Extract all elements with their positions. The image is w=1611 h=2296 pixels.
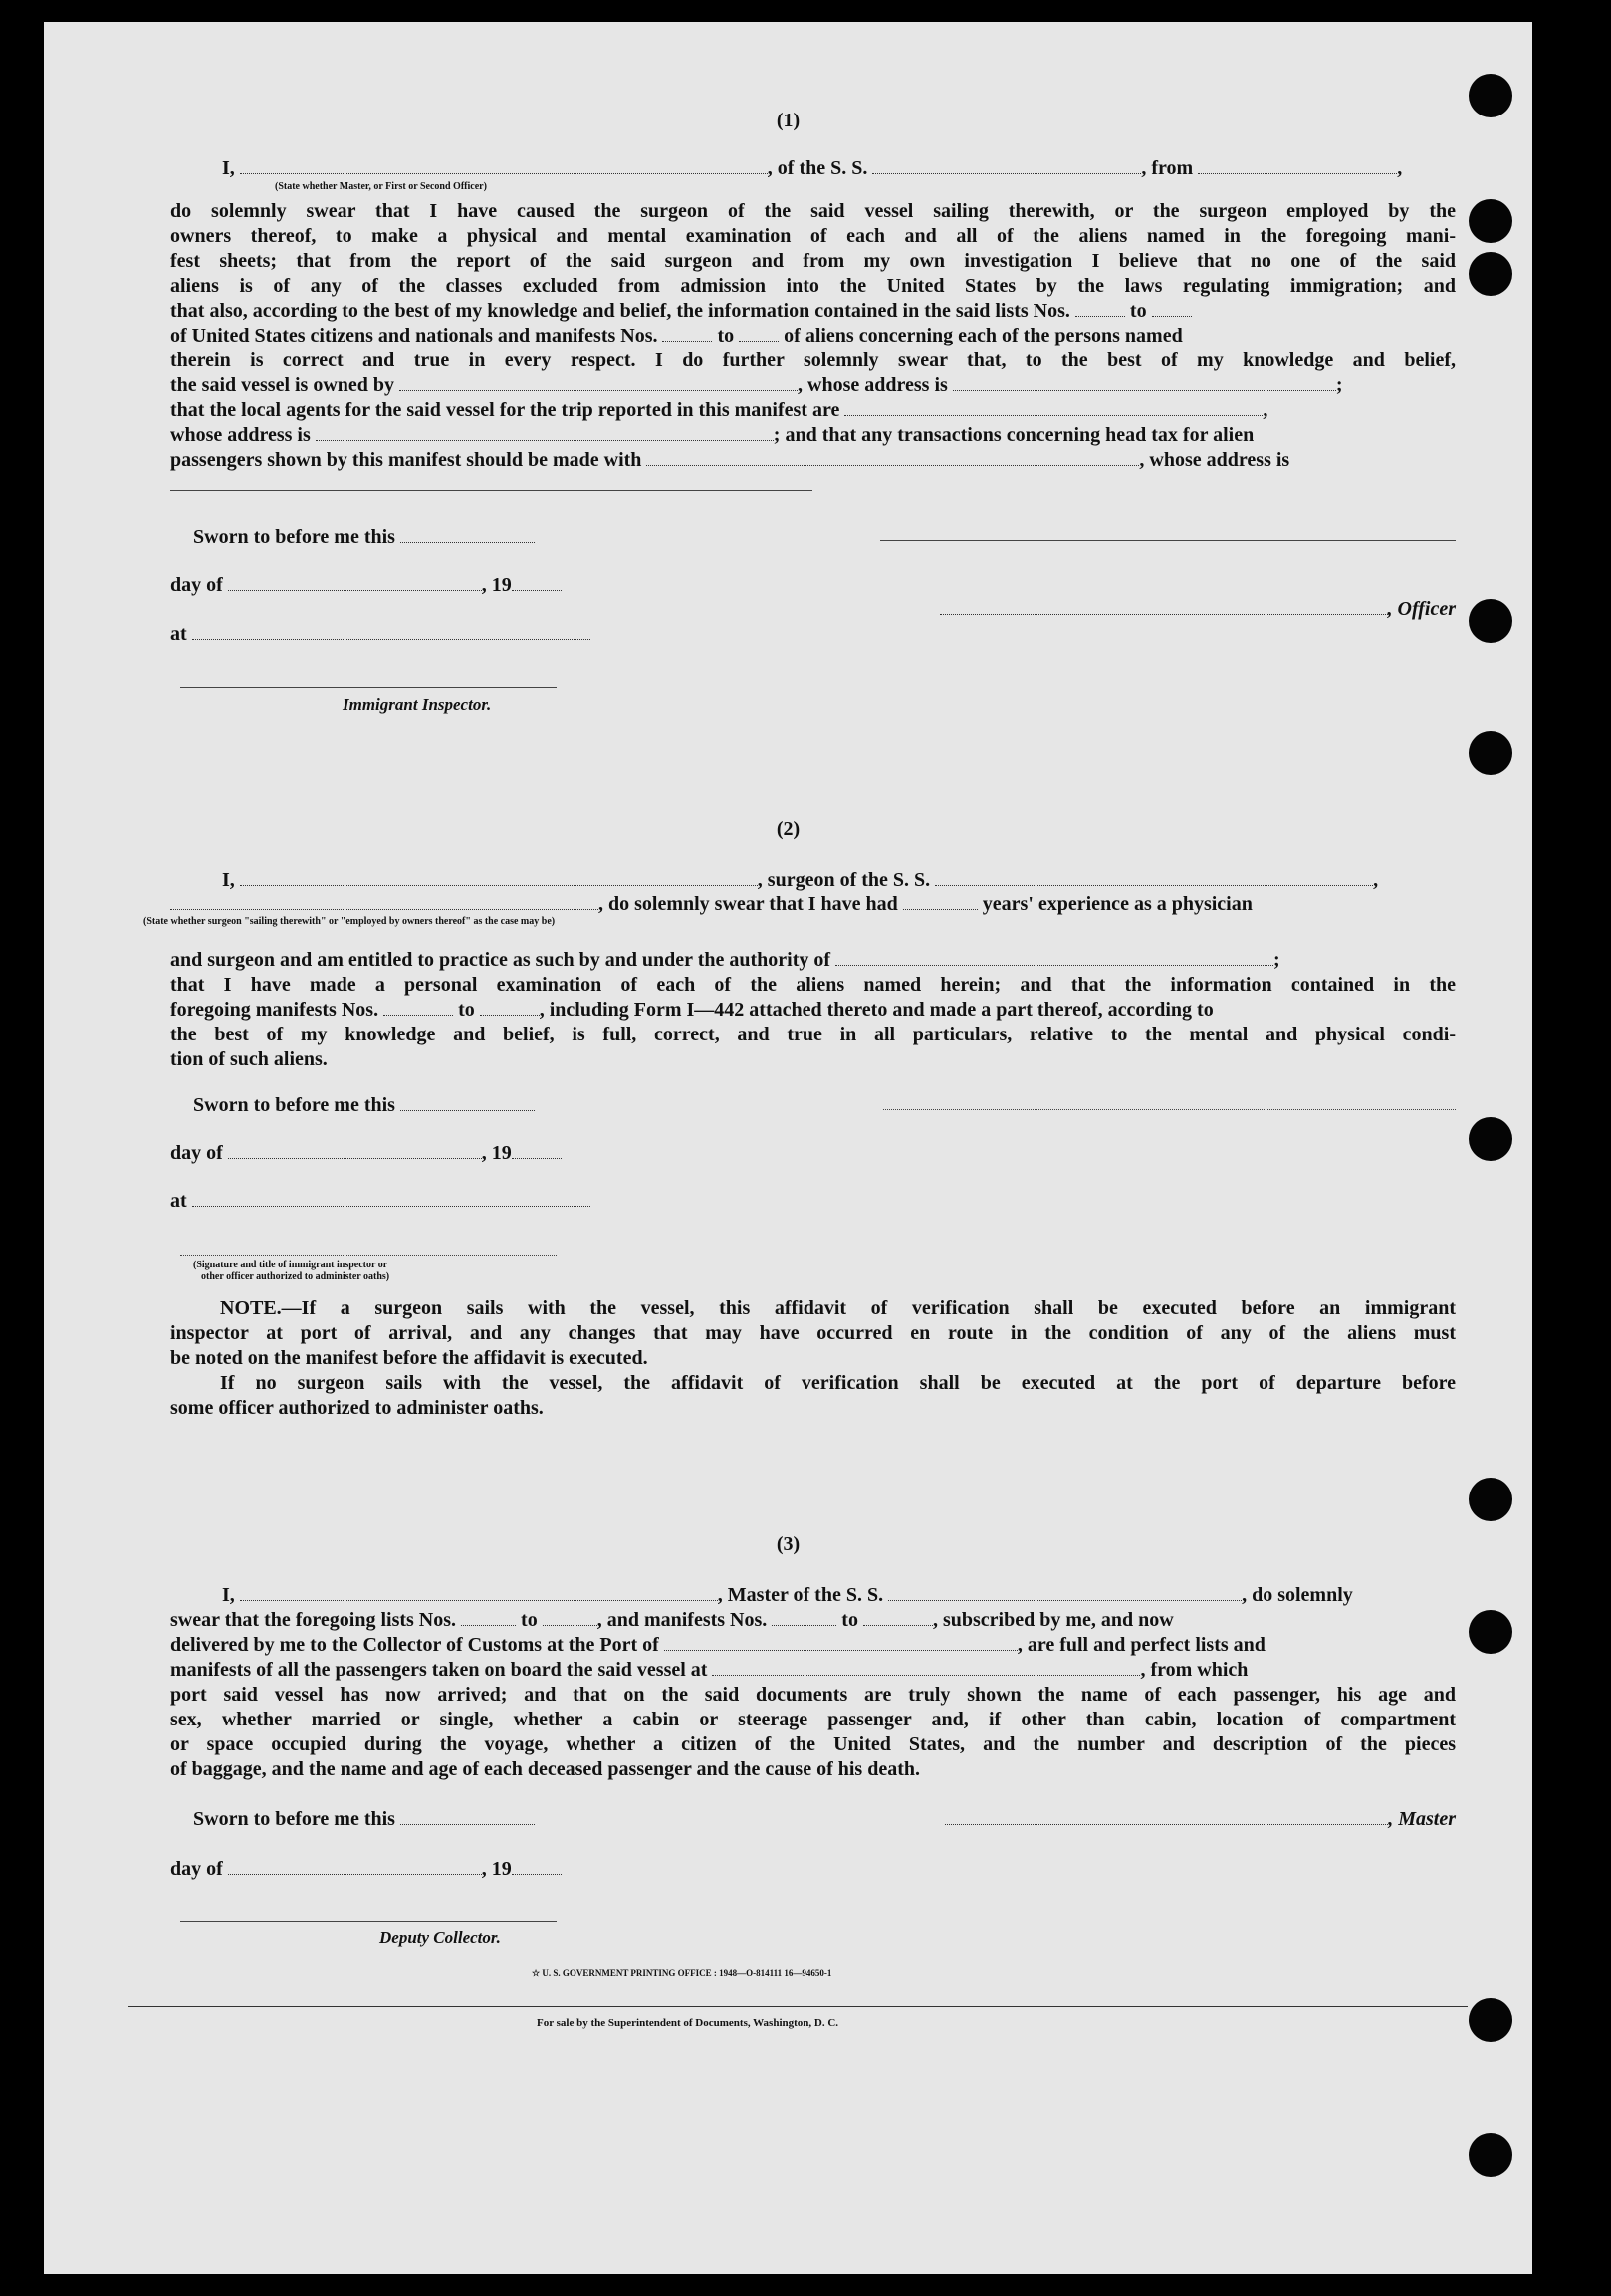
section-3-text-line: of baggage, and the name and age of each deceased passenger and the cause of his death. bbox=[170, 1758, 920, 1780]
section-2-signature-line bbox=[883, 1109, 1456, 1110]
section-2-note: NOTE.—If a surgeon sails with the vessel, this affidavit of verification shall be executed before an immigrant bbox=[220, 1297, 1456, 1319]
section-1-signature-line bbox=[880, 540, 1456, 541]
section-1-owned-line: the said vessel is owned by , whose address is ; bbox=[170, 374, 1343, 396]
section-3-number: (3) bbox=[776, 1533, 801, 1555]
section-1-number: (1) bbox=[776, 110, 801, 131]
section-3-line-1: I, , Master of the S. S. , do solemnly bbox=[222, 1584, 1353, 1606]
punch-hole bbox=[1469, 1117, 1512, 1161]
section-2-line-3: and surgeon and am entitled to practice as such by and under the authority of ; bbox=[170, 949, 1280, 971]
punch-hole bbox=[1469, 1998, 1512, 2042]
section-2-caption: other officer authorized to administer oaths) bbox=[201, 1271, 390, 1282]
section-1-inspector-line bbox=[180, 687, 557, 688]
section-1-text-line: therein is correct and true in every respect. I do further solemnly swear that, to the best of my knowledge and belief, bbox=[170, 349, 1456, 371]
section-3-collector: Deputy Collector. bbox=[379, 1928, 501, 1947]
section-2-at: at bbox=[170, 1189, 1456, 1214]
section-2-line-5: foregoing manifests Nos. to , including Form I—442 attached thereto and made a part thereof, according to bbox=[170, 999, 1214, 1021]
section-2-day: day of , 19 bbox=[170, 1141, 1456, 1166]
section-2-note: inspector at port of arrival, and any changes that may have occurred en route in the condition of any of the aliens must bbox=[170, 1322, 1456, 1344]
section-2-note: be noted on the manifest before the affidavit is executed. bbox=[170, 1347, 648, 1369]
section-3-line-2: swear that the foregoing lists Nos. to , and manifests Nos. to , subscribed by me, and now bbox=[170, 1609, 1174, 1631]
section-3-text-line: sex, whether married or single, whether a cabin or steerage passenger and, if other than cabin, location of compartment bbox=[170, 1709, 1456, 1730]
section-3-collector-line bbox=[180, 1921, 557, 1922]
section-2-caption: (Signature and title of immigrant inspector or bbox=[193, 1260, 388, 1270]
section-1-at: at bbox=[170, 622, 1456, 647]
section-1-line-1: I, , of the S. S. , from , bbox=[222, 157, 1403, 179]
section-2-text-line: that I have made a personal examination of each of the aliens named herein; and that the information contained in the bbox=[170, 974, 1456, 996]
section-1-lists-line: that also, according to the best of my knowledge and belief, the information contained in the said lists Nos. to bbox=[170, 299, 1456, 324]
section-2-text-line: tion of such aliens. bbox=[170, 1048, 328, 1070]
section-2-line-1: I, , surgeon of the S. S. , bbox=[222, 869, 1379, 891]
punch-hole bbox=[1469, 1610, 1512, 1654]
section-2-number: (2) bbox=[776, 818, 801, 840]
section-3-text-line: or space occupied during the voyage, whether a citizen of the United States, and the number and description of the pieces bbox=[170, 1733, 1456, 1755]
section-2-line-2: , do solemnly swear that I have had years' experience as a physician bbox=[170, 892, 1456, 917]
section-3-master: , Master bbox=[883, 1807, 1456, 1832]
punch-hole bbox=[1469, 2133, 1512, 2177]
punch-hole bbox=[1469, 1478, 1512, 1521]
punch-hole bbox=[1469, 252, 1512, 296]
section-3-line-4: manifests of all the passengers taken on board the said vessel at , from which bbox=[170, 1659, 1249, 1681]
section-1-address-line bbox=[170, 490, 812, 491]
section-2-hint: (State whether surgeon "sailing therewith" or "employed by owners thereof" as the case may be) bbox=[143, 916, 556, 927]
section-1-sworn: Sworn to before me this bbox=[170, 525, 1456, 550]
section-1-manifests-line: of United States citizens and nationals and manifests Nos. to of aliens concerning each of the persons named bbox=[170, 325, 1183, 346]
printing-office-imprint: ☆ U. S. GOVERNMENT PRINTING OFFICE : 1948—O-814111 16—94650-1 bbox=[532, 1968, 832, 1978]
section-1-inspector: Immigrant Inspector. bbox=[343, 695, 492, 714]
punch-hole bbox=[1469, 599, 1512, 643]
section-1-agents-line: that the local agents for the said vessel for the trip reported in this manifest are , bbox=[170, 399, 1268, 421]
punch-hole bbox=[1469, 731, 1512, 775]
section-2-text-line: the best of my knowledge and belief, is full, correct, and true in all particulars, relative to the mental and physical condi- bbox=[170, 1024, 1456, 1045]
section-2-sworn: Sworn to before me this bbox=[170, 1093, 1456, 1118]
section-1-whose-line: whose address is ; and that any transactions concerning head tax for alien bbox=[170, 424, 1255, 446]
sale-notice: For sale by the Superintendent of Documents, Washington, D. C. bbox=[537, 2017, 839, 2029]
punch-hole bbox=[1469, 199, 1512, 243]
footer-rule bbox=[128, 2006, 1468, 2007]
section-1-hint: (State whether Master, or First or Second Officer) bbox=[275, 181, 487, 192]
section-1-text-line: fest sheets; that from the report of the said surgeon and from my own investigation I believe that no one of the said bbox=[170, 250, 1456, 272]
section-1-text-line: owners thereof, to make a physical and mental examination of each and all of the aliens named in the foregoing mani- bbox=[170, 225, 1456, 247]
section-1-text-line: aliens is of any of the classes excluded from admission into the United States by the laws regulating immigration; and bbox=[170, 275, 1456, 297]
section-1-passengers-line: passengers shown by this manifest should be made with , whose address is bbox=[170, 449, 1290, 471]
section-3-line-3: delivered by me to the Collector of Customs at the Port of , are full and perfect lists and bbox=[170, 1634, 1266, 1656]
section-3-day: day of , 19 bbox=[170, 1857, 1456, 1882]
section-3-sworn: Sworn to before me this bbox=[170, 1807, 1456, 1832]
section-2-note: If no surgeon sails with the vessel, the affidavit of verification shall be executed at the port of departure before bbox=[220, 1372, 1456, 1394]
section-2-note: some officer authorized to administer oaths. bbox=[170, 1397, 544, 1419]
section-3-text-line: port said vessel has now arrived; and that on the said documents are truly shown the name of each passenger, his age and bbox=[170, 1684, 1456, 1706]
section-1-day: day of , 19 bbox=[170, 574, 1456, 598]
section-2-inspector-line bbox=[180, 1255, 557, 1256]
form-sheet bbox=[44, 22, 1532, 2274]
section-1-text-line: do solemnly swear that I have caused the surgeon of the said vessel sailing therewith, or the surgeon employed by the bbox=[170, 200, 1456, 222]
section-1-officer: , Officer bbox=[880, 597, 1456, 622]
